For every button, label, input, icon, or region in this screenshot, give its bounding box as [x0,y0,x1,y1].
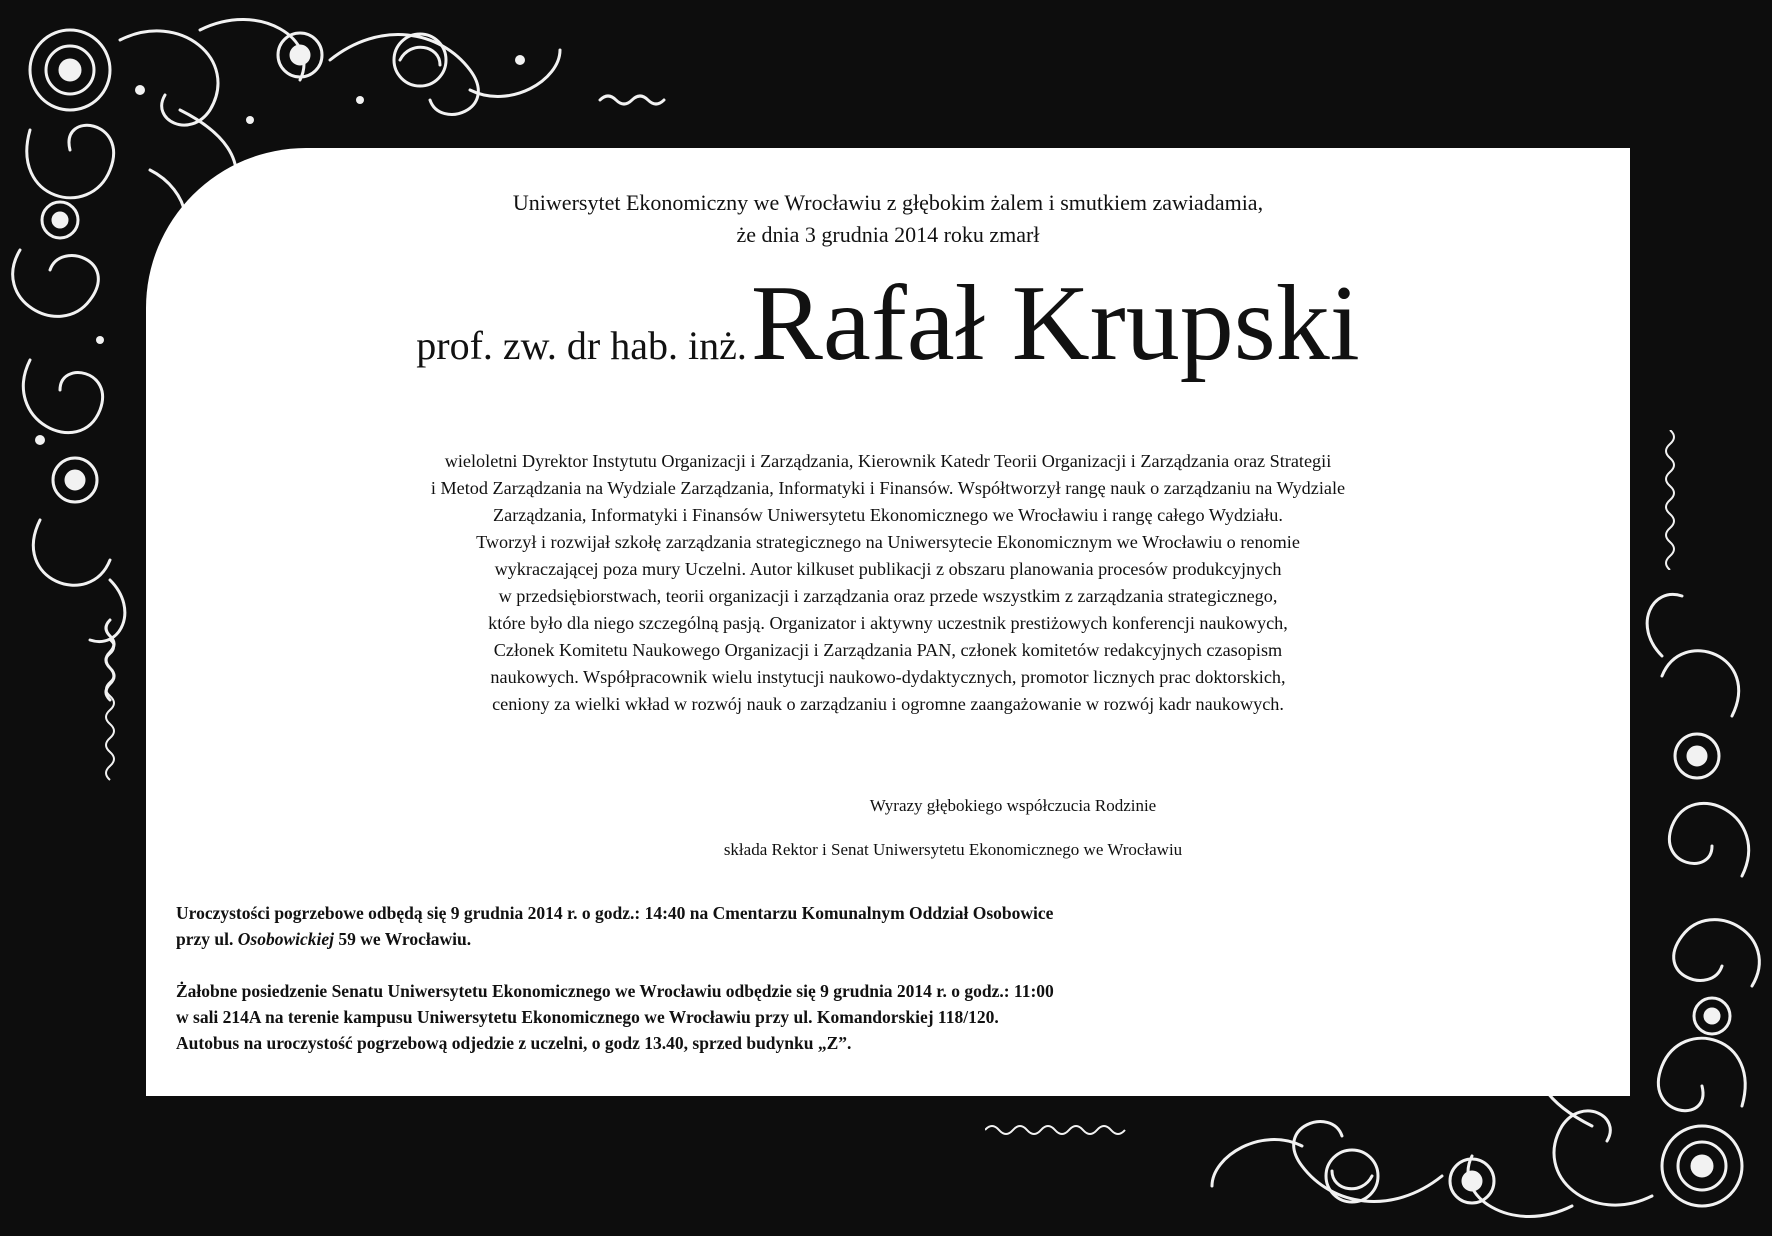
funeral-notice-line: Uroczystości pogrzebowe odbędą się 9 grudnia 2014 r. o godz.: 14:40 na Cmentarzu Komunalnym Oddział Osobowice [176,903,1054,923]
senate-notice [176,978,1054,1056]
street-suffix: 59 we Wrocławiu. [334,929,472,949]
deceased-heading [146,264,1630,383]
biography-line: naukowych. Współpracownik wielu instytucji naukowo-dydaktycznych, promotor licznych prac doktorskich, [490,667,1286,687]
announcement-intro: Uniwersytet Ekonomiczny we Wrocławiu z głębokim żalem i smutkiem zawiadamia, [512,190,1264,215]
academic-title: prof. zw. dr hab. inż. [416,323,747,368]
wavy-border-icon [985,1120,1145,1140]
biography-line: które było dla niego szczególną pasją. Organizator i aktywny uczestnik prestiżowych konferencji naukowych, [488,613,1288,633]
wavy-border-icon [1660,430,1680,570]
biography-line: i Metod Zarządzania na Wydziale Zarządzania, Informatyki i Finansów. Współtworzył rangę nauk o zarządzaniu na Wydziale [430,478,1346,498]
funeral-notice-line [176,926,1053,952]
condolence-signature: składa Rektor i Senat Uniwersytetu Ekonomicznego we Wrocławiu [723,840,1183,859]
biography-line: Tworzył i rozwijał szkołę zarządzania strategicznego na Uniwersytecie Ekonomicznym we Wrocławiu o renomie [476,532,1300,552]
biography-line: wieloletni Dyrektor Instytutu Organizacji i Zarządzania, Kierownik Katedr Teorii Organizacji i Zarządzania oraz Strategii [444,451,1332,471]
biography-line: Zarządzania, Informatyki i Finansów Uniwersytetu Ekonomicznego we Wrocławiu i rangę całego Wydziału. [493,505,1283,525]
biography-line: w przedsiębiorstwach, teorii organizacji i zarządzania oraz przede wszystkim z zarządzania strategicznego, [498,586,1278,606]
biography-line: wykraczającej poza mury Uczelni. Autor kilkuset publikacji z obszaru planowania procesów produkcyjnych [494,559,1282,579]
announcement-date: że dnia 3 grudnia 2014 roku zmarł [736,222,1040,247]
notice-panel [146,148,1630,1096]
street-prefix: przy ul. [176,929,238,949]
biography [146,448,1630,718]
funeral-notice [176,900,1053,952]
biography-line: Członek Komitetu Naukowego Organizacji i Zarządzania PAN, członek komitetów redakcyjnych czasopism [493,640,1283,660]
biography-line: ceniony za wielki wkład w rozwój nauk o zarządzaniu i ogromne zaangażowanie w rozwój kadr naukowych. [492,694,1284,714]
senate-notice-line: Żałobne posiedzenie Senatu Uniwersytetu Ekonomicznego we Wrocławiu odbędzie się 9 grudnia 2014 r. o godz.: 11:00 [176,981,1054,1001]
bus-notice-line: Autobus na uroczystość pogrzebową odjedzie z uczelni, o godz 13.40, sprzed budynku „Z”. [176,1033,852,1053]
street-name: Osobowickiej [237,929,334,949]
condolence-message: Wyrazy głębokiego współczucia Rodzinie [869,796,1157,815]
deceased-name: Rafał Krupski [750,264,1360,383]
senate-notice-line: w sali 214A na terenie kampusu Uniwersytetu Ekonomicznego we Wrocławiu przy ul. Komandorskiej 118/120. [176,1007,999,1027]
wavy-border-icon [100,640,120,790]
